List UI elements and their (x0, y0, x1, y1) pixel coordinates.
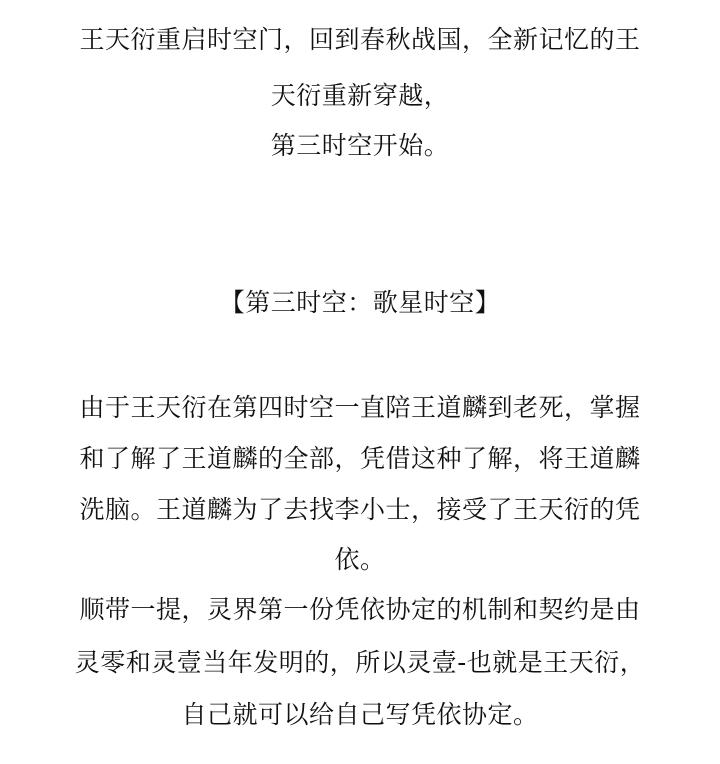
paragraph-1-line-1: 王天衍重启时空门，回到春秋战国，全新记忆的王 (79, 25, 641, 54)
paragraph-3-line-1: 顺带一提，灵界第一份凭依协定的机制和契约是由 (79, 595, 641, 624)
paragraph-2-line-3: 洗脑。王道麟为了去找李小士，接受了王天衍的凭 (79, 495, 641, 524)
paragraph-2-line-4: 依。 (334, 545, 386, 574)
paragraph-3-line-2: 灵零和灵壹当年发明的，所以灵壹-也就是王天衍， (74, 648, 646, 677)
paragraph-1-line-2: 天衍重新穿越， (270, 81, 450, 110)
paragraph-1-line-3: 第三时空开始。 (270, 131, 450, 160)
paragraph-2-line-1: 由于王天衍在第四时空一直陪王道麟到老死，掌握 (79, 393, 641, 422)
paragraph-2-line-2: 和了解了王道麟的全部，凭借这种了解，将王道麟 (79, 444, 641, 473)
paragraph-3-line-3: 自己就可以给自己写凭依协定。 (181, 700, 539, 729)
section-heading: 【第三时空：歌星时空】 (219, 288, 501, 317)
